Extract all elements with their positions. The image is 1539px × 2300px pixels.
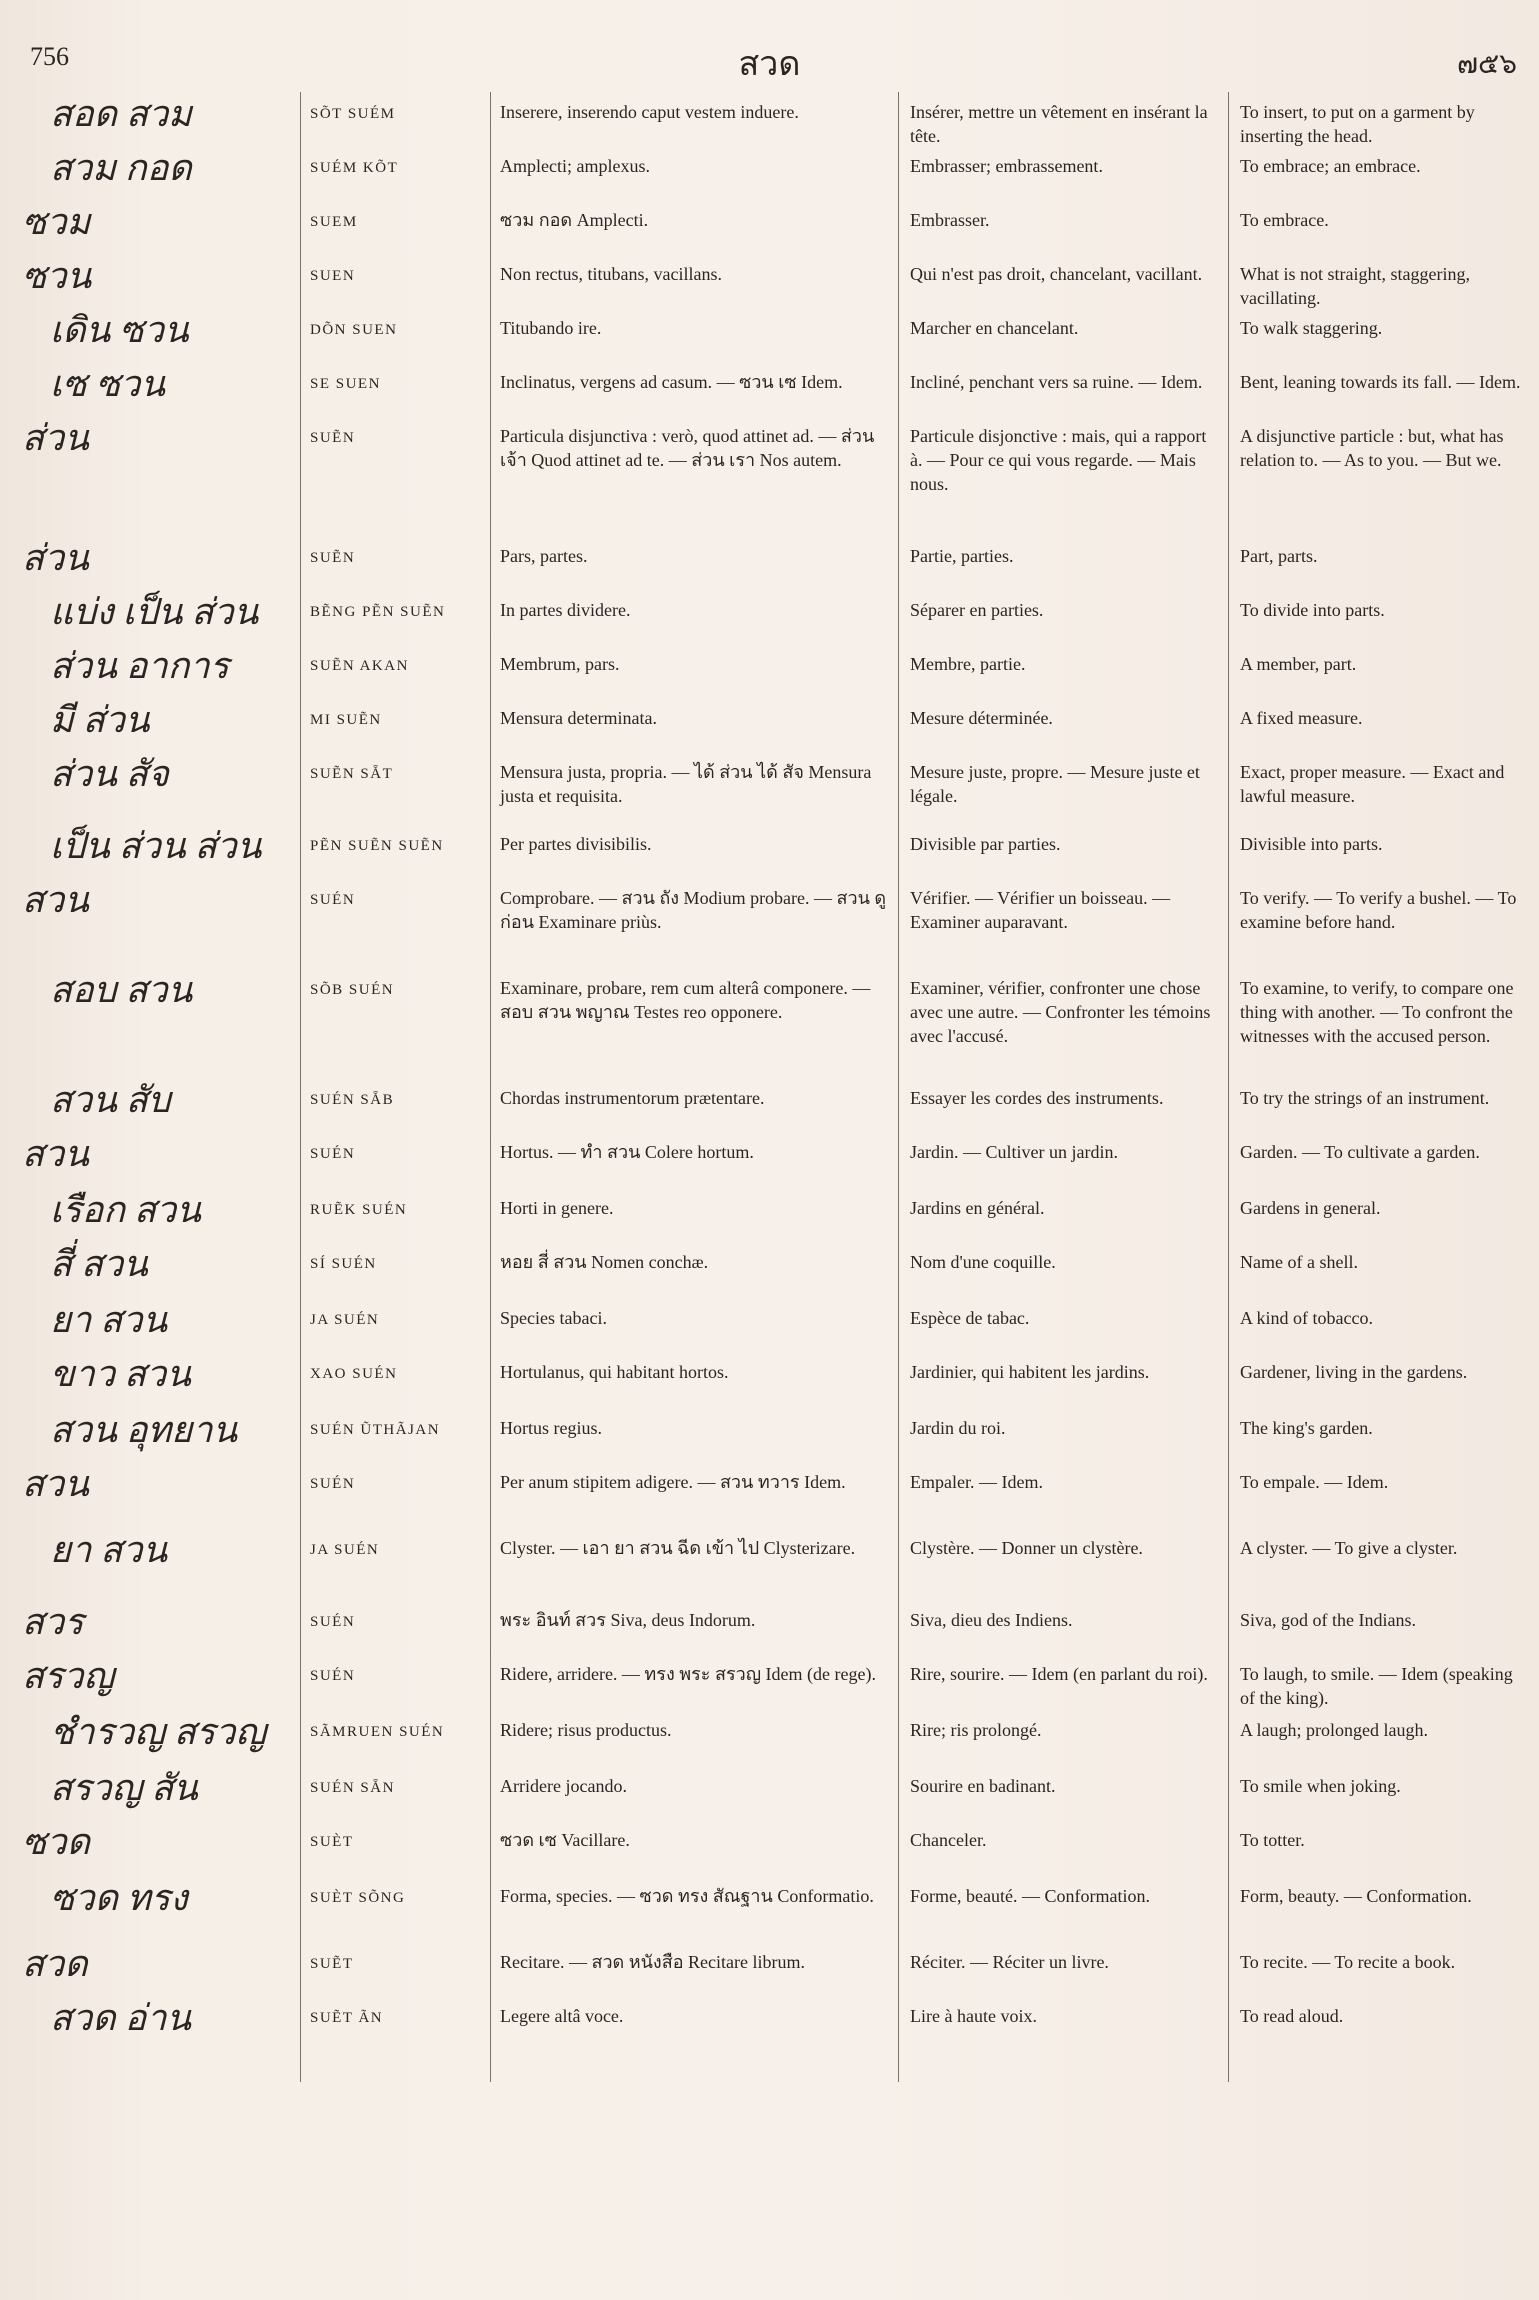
french-definition: Réciter. — Réciter un livre. [910, 1952, 1109, 1972]
dictionary-entry [0, 1078, 1539, 1132]
latin-definition: ซวด เซ Vacillare. [500, 1830, 630, 1850]
thai-headword: ขาว สวน [50, 1354, 191, 1394]
thai-headword: ซวด ทรง [50, 1878, 188, 1918]
english-definition: Siva, god of the Indians. [1240, 1610, 1416, 1630]
transliteration: JA SUÉN [310, 1542, 380, 1558]
page-number-arabic: 756 [30, 42, 69, 71]
transliteration: SUÉN [310, 1146, 356, 1162]
french-definition: Membre, partie. [910, 654, 1026, 674]
french-definition: Mesure juste, propre. — Mesure juste et légale. [910, 762, 1200, 806]
english-definition: Gardens in general. [1240, 1198, 1381, 1218]
english-definition: A clyster. — To give a clyster. [1240, 1538, 1458, 1558]
transliteration: MI SUẼN [310, 712, 382, 728]
french-definition: Espèce de tabac. [910, 1308, 1030, 1328]
thai-headword: เดิน ซวน [50, 310, 189, 350]
transliteration: SUÉN [310, 1476, 356, 1492]
dictionary-entry [0, 1462, 1539, 1528]
french-definition: Examiner, vérifier, confronter une chose avec une autre. — Confronter les témoins avec l'accusé. [910, 978, 1211, 1046]
latin-definition: Hortus regius. [500, 1418, 602, 1438]
thai-headword: เรือก สวน [50, 1190, 201, 1230]
dictionary-entry [0, 824, 1539, 878]
latin-definition: Species tabaci. [500, 1308, 607, 1328]
french-definition: Partie, parties. [910, 546, 1014, 566]
english-definition: To empale. — Idem. [1240, 1472, 1389, 1492]
english-definition: To smile when joking. [1240, 1776, 1401, 1796]
latin-definition: Comprobare. — สวน ถัง Modium probare. — สวน ดู ก่อน Examinare priùs. [500, 888, 887, 932]
transliteration: BẼNG PẼN SUẼN [310, 604, 446, 620]
thai-headword: ส่วน อาการ [50, 646, 229, 686]
french-definition: Vérifier. — Vérifier un boisseau. — Examiner auparavant. [910, 888, 1171, 932]
dictionary-entry [0, 536, 1539, 590]
thai-headword: ส่วน สัจ [50, 754, 169, 794]
latin-definition: Membrum, pars. [500, 654, 620, 674]
thai-headword: มี ส่วน [50, 700, 150, 740]
thai-headword: สวน [22, 1464, 89, 1504]
latin-definition: Arridere jocando. [500, 1776, 627, 1796]
dictionary-entry [0, 1710, 1539, 1766]
english-definition: The king's garden. [1240, 1418, 1373, 1438]
transliteration: SÍ SUÉN [310, 1256, 377, 1272]
french-definition: Insérer, mettre un vêtement en insérant la tête. [910, 102, 1208, 146]
dictionary-entry [0, 1600, 1539, 1654]
english-definition: A laugh; prolonged laugh. [1240, 1720, 1428, 1740]
dictionary-entry [0, 878, 1539, 968]
dictionary-entry [0, 254, 1539, 308]
french-definition: Lire à haute voix. [910, 2006, 1037, 2026]
transliteration: SUEN [310, 268, 356, 284]
latin-definition: Per anum stipitem adigere. — สวน ทวาร Idem. [500, 1472, 846, 1492]
french-definition: Nom d'une coquille. [910, 1252, 1056, 1272]
latin-definition: Ridere; risus productus. [500, 1720, 672, 1740]
french-definition: Incliné, penchant vers sa ruine. — Idem. [910, 372, 1203, 392]
transliteration: SUÉN [310, 1668, 356, 1684]
transliteration: SUÈT SÕNG [310, 1890, 406, 1906]
french-definition: Mesure déterminée. [910, 708, 1053, 728]
dictionary-entry [0, 1820, 1539, 1876]
english-definition: A disjunctive particle : but, what has relation to. — As to you. — But we. [1240, 426, 1504, 470]
english-definition: Divisible into parts. [1240, 834, 1383, 854]
latin-definition: Chordas instrumentorum prætentare. [500, 1088, 765, 1108]
thai-headword: สวม กอด [50, 148, 192, 188]
dictionary-entry [0, 1876, 1539, 1942]
french-definition: Jardin. — Cultiver un jardin. [910, 1142, 1118, 1162]
transliteration: JA SUÉN [310, 1312, 380, 1328]
latin-definition: Non rectus, titubans, vacillans. [500, 264, 722, 284]
thai-headword: ซวม [22, 202, 91, 242]
english-definition: Gardener, living in the gardens. [1240, 1362, 1468, 1382]
transliteration: XAO SUÉN [310, 1366, 398, 1382]
french-definition: Marcher en chancelant. [910, 318, 1079, 338]
thai-headword: ส่วน [22, 418, 89, 458]
english-definition: To walk staggering. [1240, 318, 1383, 338]
thai-headword: ส่วน [22, 538, 89, 578]
latin-definition: Inserere, inserendo caput vestem induere. [500, 102, 799, 122]
english-definition: To verify. — To verify a bushel. — To examine before hand. [1240, 888, 1517, 932]
french-definition: Empaler. — Idem. [910, 1472, 1043, 1492]
thai-headword: สวน [22, 1134, 89, 1174]
dictionary-entry [0, 1132, 1539, 1188]
french-definition: Sourire en badinant. [910, 1776, 1056, 1796]
latin-definition: Inclinatus, vergens ad casum. — ซวน เซ Idem. [500, 372, 843, 392]
dictionary-entry [0, 200, 1539, 254]
french-definition: Particule disjonctive : mais, qui a rapport à. — Pour ce qui vous regarde. — Mais nous. [910, 426, 1207, 494]
transliteration: SUẼN [310, 430, 356, 446]
thai-headword: สวน [22, 880, 89, 920]
transliteration: SUẼN AKAN [310, 658, 409, 674]
latin-definition: Hortulanus, qui habitant hortos. [500, 1362, 729, 1382]
french-definition: Clystère. — Donner un clystère. [910, 1538, 1143, 1558]
english-definition: A fixed measure. [1240, 708, 1363, 728]
english-definition: To laugh, to smile. — Idem (speaking of the king). [1240, 1664, 1513, 1708]
english-definition: A member, part. [1240, 654, 1357, 674]
english-definition: Name of a shell. [1240, 1252, 1358, 1272]
latin-definition: Mensura determinata. [500, 708, 657, 728]
transliteration: RUẼK SUÉN [310, 1202, 408, 1218]
dictionary-entry [0, 752, 1539, 824]
transliteration: SE SUEN [310, 376, 381, 392]
latin-definition: Titubando ire. [500, 318, 602, 338]
dictionary-entry [0, 698, 1539, 752]
latin-definition: Clyster. — เอา ยา สวน ฉีด เข้า ไป Clysterizare. [500, 1538, 856, 1558]
french-definition: Chanceler. [910, 1830, 987, 1850]
english-definition: To examine, to verify, to compare one thing with another. — To confront the witnesses with the accused person. [1240, 978, 1514, 1046]
transliteration: SUÉM KÕT [310, 160, 399, 176]
french-definition: Siva, dieu des Indiens. [910, 1610, 1073, 1630]
dictionary-entry [0, 1298, 1539, 1352]
dictionary-entry [0, 1352, 1539, 1408]
thai-headword: เป็น ส่วน ส่วน [50, 826, 262, 866]
transliteration: SUẼN [310, 550, 356, 566]
french-definition: Jardinier, qui habitent les jardins. [910, 1362, 1150, 1382]
transliteration: SUÈT [310, 1834, 354, 1850]
transliteration: SUÉN SẴN [310, 1780, 395, 1796]
dictionary-entry [0, 308, 1539, 362]
transliteration: SUẼN SẴT [310, 766, 394, 782]
latin-definition: Forma, species. — ซวด ทรง สัณฐาน Conformatio. [500, 1886, 874, 1906]
dictionary-entry [0, 416, 1539, 536]
dictionary-entry [0, 1996, 1539, 2050]
english-definition: To embrace. [1240, 210, 1329, 230]
transliteration: DÕN SUEN [310, 322, 398, 338]
english-definition: Garden. — To cultivate a garden. [1240, 1142, 1480, 1162]
thai-headword: ซวด [22, 1822, 91, 1862]
transliteration: SUÉN [310, 892, 356, 908]
latin-definition: Per partes divisibilis. [500, 834, 652, 854]
latin-definition: Recitare. — สวด หนังสือ Recitare librum. [500, 1952, 805, 1972]
english-definition: To divide into parts. [1240, 600, 1385, 620]
latin-definition: หอย สี่ สวน Nomen conchæ. [500, 1252, 709, 1272]
transliteration: PẼN SUẼN SUẼN [310, 838, 444, 854]
dictionary-entry [0, 362, 1539, 416]
english-definition: What is not straight, staggering, vacillating. [1240, 264, 1470, 308]
french-definition: Embrasser. [910, 210, 990, 230]
dictionary-entry [0, 1408, 1539, 1462]
english-definition: To insert, to put on a garment by inserting the head. [1240, 102, 1475, 146]
latin-definition: Examinare, probare, rem cum alterâ componere. — สอบ สวน พญาณ Testes reo opponere. [500, 978, 871, 1022]
thai-headword: สวด [22, 1944, 88, 1984]
french-definition: Qui n'est pas droit, chancelant, vacillant. [910, 264, 1203, 284]
transliteration: SÃMRUEN SUÉN [310, 1724, 445, 1740]
latin-definition: พระ อินท์ สวร Siva, deus Indorum. [500, 1610, 756, 1630]
dictionary-entry [0, 1188, 1539, 1242]
dictionary-entry [0, 1654, 1539, 1710]
french-definition: Rire, sourire. — Idem (en parlant du roi). [910, 1664, 1208, 1684]
thai-headword: สรวญ [22, 1656, 115, 1696]
transliteration: SUẼT ÃN [310, 2010, 384, 2026]
transliteration: SUÉN SẴB [310, 1092, 395, 1108]
thai-headword: สวน สับ [50, 1080, 171, 1120]
thai-headword: สอด สวม [50, 94, 192, 134]
french-definition: Jardins en général. [910, 1198, 1045, 1218]
latin-definition: Legere altâ voce. [500, 2006, 624, 2026]
dictionary-entry [0, 1528, 1539, 1600]
dictionary-entry [0, 1766, 1539, 1820]
page-headword: สวด [738, 46, 801, 83]
french-definition: Rire; ris prolongé. [910, 1720, 1042, 1740]
transliteration: SUÉN ŨTHÃJAN [310, 1422, 441, 1438]
french-definition: Séparer en parties. [910, 600, 1044, 620]
transliteration: SUẼT [310, 1956, 354, 1972]
english-definition: Part, parts. [1240, 546, 1318, 566]
thai-headword: ยา สวน [50, 1300, 168, 1340]
english-definition: A kind of tobacco. [1240, 1308, 1373, 1328]
french-definition: Essayer les cordes des instruments. [910, 1088, 1164, 1108]
english-definition: Form, beauty. — Conformation. [1240, 1886, 1472, 1906]
thai-headword: สวด อ่าน [50, 1998, 192, 2038]
latin-definition: In partes dividere. [500, 600, 631, 620]
dictionary-entry [0, 1242, 1539, 1298]
thai-headword: สี่ สวน [50, 1244, 148, 1284]
english-definition: Bent, leaning towards its fall. — Idem. [1240, 372, 1521, 392]
latin-definition: Ridere, arridere. — ทรง พระ สรวญ Idem (de rege). [500, 1664, 876, 1684]
thai-headword: สอบ สวน [50, 970, 193, 1010]
latin-definition: Horti in genere. [500, 1198, 614, 1218]
page-number-thai: ๗๕๖ [1456, 49, 1517, 80]
latin-definition: Pars, partes. [500, 546, 588, 566]
dictionary-entry [0, 590, 1539, 644]
transliteration: SUEM [310, 214, 358, 230]
dictionary-entry [0, 92, 1539, 146]
english-definition: To read aloud. [1240, 2006, 1344, 2026]
latin-definition: Particula disjunctiva : verò, quod attinet ad. — ส่วน เจ้า Quod attinet ad te. — ส่วน เรา Nos autem. [500, 426, 875, 470]
thai-headword: ซวน [22, 256, 92, 296]
english-definition: To recite. — To recite a book. [1240, 1952, 1456, 1972]
french-definition: Divisible par parties. [910, 834, 1061, 854]
latin-definition: Mensura justa, propria. — ได้ ส่วน ได้ สัจ Mensura justa et requisita. [500, 762, 872, 806]
thai-headword: สวร [22, 1602, 84, 1642]
french-definition: Jardin du roi. [910, 1418, 1006, 1438]
thai-headword: แบ่ง เป็น ส่วน [50, 592, 259, 632]
thai-headword: ชำรวญ สรวญ [50, 1712, 267, 1752]
french-definition: Embrasser; embrassement. [910, 156, 1103, 176]
dictionary-entry [0, 644, 1539, 698]
english-definition: Exact, proper measure. — Exact and lawful measure. [1240, 762, 1505, 806]
thai-headword: เซ ซวน [50, 364, 165, 404]
french-definition: Forme, beauté. — Conformation. [910, 1886, 1150, 1906]
thai-headword: สรวญ สัน [50, 1768, 198, 1808]
english-definition: To totter. [1240, 1830, 1305, 1850]
transliteration: SÕT SUÉM [310, 106, 396, 122]
english-definition: To try the strings of an instrument. [1240, 1088, 1490, 1108]
transliteration: SUÉN [310, 1614, 356, 1630]
latin-definition: ซวม กอด Amplecti. [500, 210, 649, 230]
thai-headword: สวน อุทยาน [50, 1410, 238, 1450]
latin-definition: Hortus. — ทำ สวน Colere hortum. [500, 1142, 754, 1162]
dictionary-entry [0, 968, 1539, 1078]
thai-headword: ยา สวน [50, 1530, 168, 1570]
transliteration: SÕB SUÉN [310, 982, 395, 998]
dictionary-entry [0, 1942, 1539, 1996]
latin-definition: Amplecti; amplexus. [500, 156, 650, 176]
entries-list [0, 92, 1539, 2050]
dictionary-entry [0, 146, 1539, 200]
english-definition: To embrace; an embrace. [1240, 156, 1421, 176]
